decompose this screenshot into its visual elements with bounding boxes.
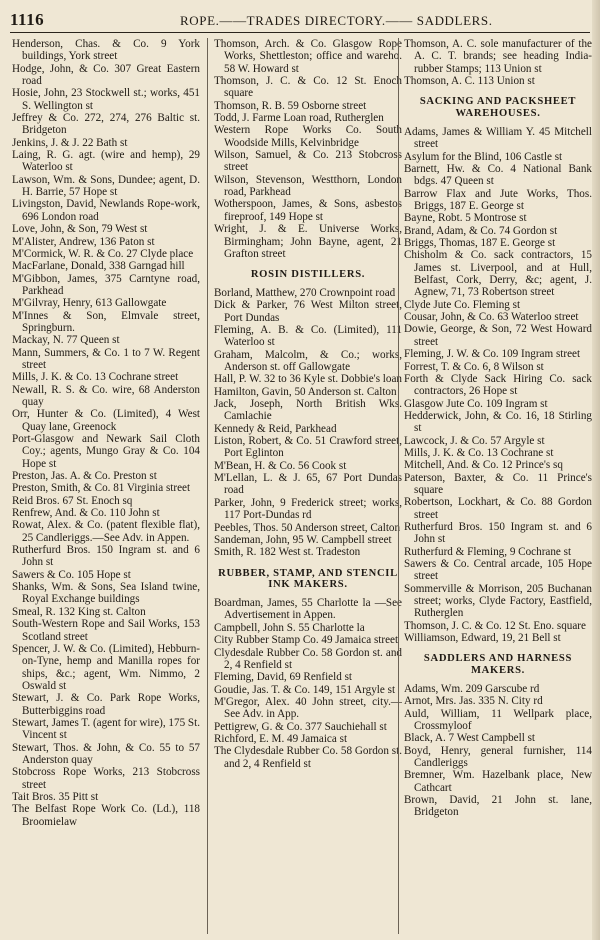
directory-entry: Arnot, Mrs. Jas. 335 N. City rd <box>404 695 543 708</box>
column-3 <box>404 38 592 934</box>
directory-entry: Jenkins, J. & J. 22 Bath st <box>12 136 128 149</box>
column-divider <box>398 38 399 934</box>
directory-entry: Dowie, George, & Son, 72 West Howard street <box>404 323 592 348</box>
directory-entry: Barnett, Hw. & Co. 4 National Bank bdgs. 47 Queen st <box>404 163 592 188</box>
directory-entry: Hosie, John, 23 Stockwell st.; works, 451 S. Wellington st <box>12 87 200 112</box>
directory-entry: Boyd, Henry, general furnisher, 114 Candleriggs <box>404 744 592 770</box>
column-divider <box>207 38 208 934</box>
directory-entry: Shanks, Wm. & Sons, Sea Island twine, Royal Exchange buildings <box>12 581 200 606</box>
directory-entry: Livingston, David, Newlands Rope-work, 696 London road <box>12 198 200 223</box>
directory-entry: Stewart, J. & Co. Park Rope Works, Butterbiggins road <box>12 692 200 717</box>
directory-entry: Reid Bros. 67 St. Enoch sq <box>12 494 133 507</box>
directory-entry: Wright, J. & E. Universe Works, Birmingham; John Bayne, agent, 21 Grafton street <box>214 223 402 260</box>
directory-entry: Thomson, A. C. 113 Union st <box>404 75 535 88</box>
directory-entry: M'Alister, Andrew, 136 Paton st <box>12 235 155 248</box>
directory-entry: Glasgow Jute Co. 109 Ingram st <box>404 397 548 410</box>
directory-entry: Paterson, Baxter, & Co. 11 Prince's square <box>404 471 592 496</box>
directory-entry: Wotherspoon, James, & Sons, asbestos fireproof, 149 Hope st <box>214 198 402 223</box>
directory-entry: Wilson, Samuel, & Co. 213 Stobcross street <box>214 149 402 174</box>
directory-entry: M'Cormick, W. R. & Co. 27 Clyde place <box>12 247 194 260</box>
directory-entry: Bayne, Robt. 5 Montrose st <box>404 212 527 225</box>
directory-entry: Preston, Jas. A. & Co. Preston st <box>12 470 157 483</box>
directory-entry: Brand, Adam, & Co. 74 Gordon st <box>404 224 558 237</box>
directory-entry: Thomson, J. C. & Co. 12 St. Enoch square <box>214 75 402 100</box>
directory-entry: Thomson, Arch. & Co. Glasgow Rope Works, Shettleston; office and wareho. 58 W. Howard st <box>214 38 402 75</box>
directory-entry: City Rubber Stamp Co. 49 Jamaica street <box>214 634 399 647</box>
directory-entry: M'Lellan, L. & J. 65, 67 Port Dundas road <box>214 472 402 497</box>
directory-entry: Black, A. 7 West Campbell st <box>404 732 536 745</box>
directory-entry: Sawers & Co. 105 Hope st <box>12 568 131 581</box>
directory-entry: Wilson, Stevenson, Westthorn, London road, Parkhead <box>214 173 402 199</box>
directory-entry: Brown, David, 21 John st. lane, Bridgeton <box>404 794 592 819</box>
directory-entry: Rutherfurd Bros. 150 Ingram st. and 6 John st <box>404 520 592 546</box>
page-header <box>10 8 590 33</box>
directory-entry: Mackay, N. 77 Queen st <box>12 334 120 347</box>
directory-entry: Sandeman, John, 95 W. Campbell street <box>214 533 392 546</box>
directory-entry: Briggs, Thomas, 187 E. George st <box>404 237 556 250</box>
directory-entry: Asylum for the Blind, 106 Castle st <box>404 150 563 163</box>
directory-entry: Orr, Hunter & Co. (Limited), 4 West Quay lane, Greenock <box>12 408 200 433</box>
section-heading: RUBBER, STAMP, AND STENCIL INK MAKERS. <box>218 567 398 591</box>
directory-entry: The Clydesdale Rubber Co. 58 Gordon st. and 2, 4 Renfield st <box>214 745 402 770</box>
directory-entry: Barrow Flax and Jute Works, Thos. Briggs, 187 E. George st <box>404 187 592 213</box>
section-heading: SADDLERS AND HARNESS MAKERS. <box>423 653 573 677</box>
directory-entry: Todd, J. Farme Loan road, Rutherglen <box>214 112 384 125</box>
page-number: 1116 <box>10 10 45 29</box>
directory-entry: Henderson, Chas. & Co. 9 York buildings, York street <box>12 38 200 63</box>
directory-entry: Bremner, Wm. Hazelbank place, New Cathcart <box>404 769 592 794</box>
directory-entry: Sawers & Co. Central arcade, 105 Hope street <box>404 558 592 583</box>
directory-entry: Smith, R. 182 West st. Tradeston <box>214 546 361 559</box>
directory-entry: Thomson, R. B. 59 Osborne street <box>214 99 367 112</box>
directory-entry: Forth & Clyde Sack Hiring Co. sack contractors, 26 Hope st <box>404 372 592 398</box>
directory-entry: Mills, J. K. & Co. 13 Cochrane street <box>12 371 179 384</box>
directory-entry: Stewart, Thos. & John, & Co. 55 to 57 Anderston quay <box>12 741 200 766</box>
directory-entry: Richford, E. M. 49 Jamaica st <box>214 732 348 745</box>
directory-entry: M'Innes & Son, Elmvale street, Springburn. <box>12 309 200 334</box>
directory-entry: Cousar, John, & Co. 63 Waterloo street <box>404 311 579 324</box>
section-heading: ROSIN DISTILLERS. <box>250 269 366 281</box>
directory-entry: Forrest, T. & Co. 6, 8 Wilson st <box>404 360 544 373</box>
directory-entry: Robertson, Lockhart, & Co. 88 Gordon street <box>404 496 592 521</box>
directory-entry: Thomson, A. C. sole manufacturer of the A. C. T. brands; see heading India-rubber Stamps; 113 Union st <box>404 38 592 75</box>
directory-entry: Rutherfurd Bros. 150 Ingram st. and 6 John st <box>12 544 200 569</box>
directory-entry: Dick & Parker, 76 West Milton street, Port Dundas <box>214 299 402 324</box>
directory-entry: Laing, R. G. agt. (wire and hemp), 29 Waterloo st <box>12 149 200 174</box>
directory-entry: Renfrew, And. & Co. 110 John st <box>12 507 160 520</box>
directory-entry: Stewart, James T. (agent for wire), 175 St. Vincent st <box>12 716 200 742</box>
directory-entry: Hodge, John, & Co. 307 Great Eastern road <box>12 62 200 88</box>
directory-entry: Kennedy & Reid, Parkhead <box>214 422 337 435</box>
directory-entry: Mann, Summers, & Co. 1 to 7 W. Regent street <box>12 346 200 371</box>
directory-entry: Jeffrey & Co. 272, 274, 276 Baltic st. Bridgeton <box>12 112 200 137</box>
directory-entry: Adams, James & William Y. 45 Mitchell street <box>404 125 592 151</box>
page-edge <box>592 0 600 940</box>
directory-entry: Newall, R. S. & Co. wire, 68 Anderston quay <box>12 383 200 408</box>
directory-entry: South-Western Rope and Sail Works, 153 Scotland street <box>12 618 200 643</box>
directory-entry: Parker, John, 9 Frederick street; works, 117 Port-Dundas rd <box>214 496 402 522</box>
directory-entry: Port-Glasgow and Newark Sail Cloth Coy.; agents, Mungo Gray & Co. 104 Hope st <box>12 433 200 470</box>
directory-entry: Chisholm & Co. sack contractors, 15 James st. Liverpool, and at Hull, Belfast, Cork, Derry, &c; agent, J. Agnew, 71, 73 Robertson street <box>404 249 592 299</box>
directory-entry: Sommerville & Morrison, 205 Buchanan street; works, Clyde Factory, Eastfield, Rutherglen <box>404 582 592 620</box>
column-1 <box>12 38 200 934</box>
directory-entry: Williamson, Edward, 19, 21 Bell st <box>404 632 561 645</box>
directory-entry: Auld, William, 11 Wellpark place, Crossmyloof <box>404 707 592 733</box>
directory-entry: Stobcross Rope Works, 213 Stobcross street <box>12 766 200 791</box>
directory-entry: MacFarlane, Donald, 338 Garngad hill <box>12 260 185 273</box>
directory-entry: Hedderwick, John, & Co. 16, 18 Stirling st <box>404 409 592 435</box>
directory-entry: Adams, Wm. 209 Garscube rd <box>404 683 540 695</box>
directory-entry: Hamilton, Gavin, 50 Anderson st. Calton <box>214 385 397 398</box>
directory-entry: M'Gibbon, James, 375 Carntyne road, Parkhead <box>12 272 200 297</box>
directory-entry: Fleming, David, 69 Renfield st <box>214 671 353 684</box>
directory-entry: Love, John, & Son, 79 West st <box>12 223 148 236</box>
directory-entry: M'Gregor, Alex. 40 John street, city.—See Adv. in App. <box>214 695 402 721</box>
directory-entry: Goudie, Jas. T. & Co. 149, 151 Argyle st <box>214 683 396 696</box>
directory-entry: Spencer, J. W. & Co. (Limited), Hebburn-on-Tyne, hemp and Manilla ropes for ships, &c.; agent, Wm. Nimmo, 2 Oswald st <box>12 642 200 692</box>
section-heading: SACKING AND PACKSHEET WAREHOUSES. <box>419 96 577 120</box>
running-title: ROPE.——TRADES DIRECTORY.—— SADDLERS. <box>180 13 493 28</box>
directory-entry: Clyde Jute Co. Fleming st <box>404 298 521 311</box>
directory-entry: Western Rope Works Co. South Woodside Mills, Kelvinbridge <box>214 124 402 149</box>
directory-entry: Lawson, Wm. & Sons, Dundee; agent, D. H. Barrie, 57 Hope st <box>12 173 200 199</box>
directory-entry: Pettigrew, G. & Co. 377 Sauchiehall st <box>214 720 387 733</box>
directory-entry: Graham, Malcolm, & Co.; works, Anderson st. off Gallowgate <box>214 348 402 374</box>
directory-entry: M'Bean, H. & Co. 56 Cook st <box>214 459 347 472</box>
directory-entry: Campbell, John S. 55 Charlotte la <box>214 621 365 634</box>
directory-entry: Borland, Matthew, 270 Crownpoint road <box>214 286 396 299</box>
directory-entry: Boardman, James, 55 Charlotte la —See Advertisement in Appen. <box>214 597 402 622</box>
directory-entry: Mills, J. K. & Co. 13 Cochrane st <box>404 446 554 459</box>
directory-entry: Rutherfurd & Fleming, 9 Cochrane st <box>404 545 572 558</box>
directory-entry: Liston, Robert, & Co. 51 Crawford street, Port Eglinton <box>214 435 402 460</box>
directory-entry: Smeal, R. 132 King st. Calton <box>12 605 146 618</box>
directory-entry: Fleming, A. B. & Co. (Limited), 111 Waterloo st <box>214 324 402 349</box>
directory-entry: Mitchell, And. & Co. 12 Prince's sq <box>404 459 563 472</box>
directory-entry: Thomson, J. C. & Co. 12 St. Eno. square <box>404 619 586 632</box>
directory-entry: Tait Bros. 35 Pitt st <box>12 790 99 803</box>
directory-entry: M'Gilvray, Henry, 613 Gallowgate <box>12 297 167 310</box>
directory-entry: Rowat, Alex. & Co. (patent flexible flat), 25 Candleriggs.—See Adv. in Appen. <box>12 519 200 544</box>
directory-entry: Clydesdale Rubber Co. 58 Gordon st. and 2, 4 Renfield st <box>214 646 402 671</box>
directory-entry: Fleming, J. W. & Co. 109 Ingram street <box>404 348 581 361</box>
directory-entry: The Belfast Rope Work Co. (Ld.), 118 Broomielaw <box>12 803 200 828</box>
directory-entry: Jack, Joseph, North British Wks. Camlachie <box>214 398 402 423</box>
directory-entry: Hall, P. W. 32 to 36 Kyle st. Dobbie's loan <box>214 373 402 386</box>
directory-entry: Preston, Smith, & Co. 81 Virginia street <box>12 482 191 495</box>
directory-entry: Lawcock, J. & Co. 57 Argyle st <box>404 434 545 447</box>
column-2 <box>214 38 402 934</box>
directory-entry: Peebles, Thos. 50 Anderson street, Calton <box>214 521 401 534</box>
